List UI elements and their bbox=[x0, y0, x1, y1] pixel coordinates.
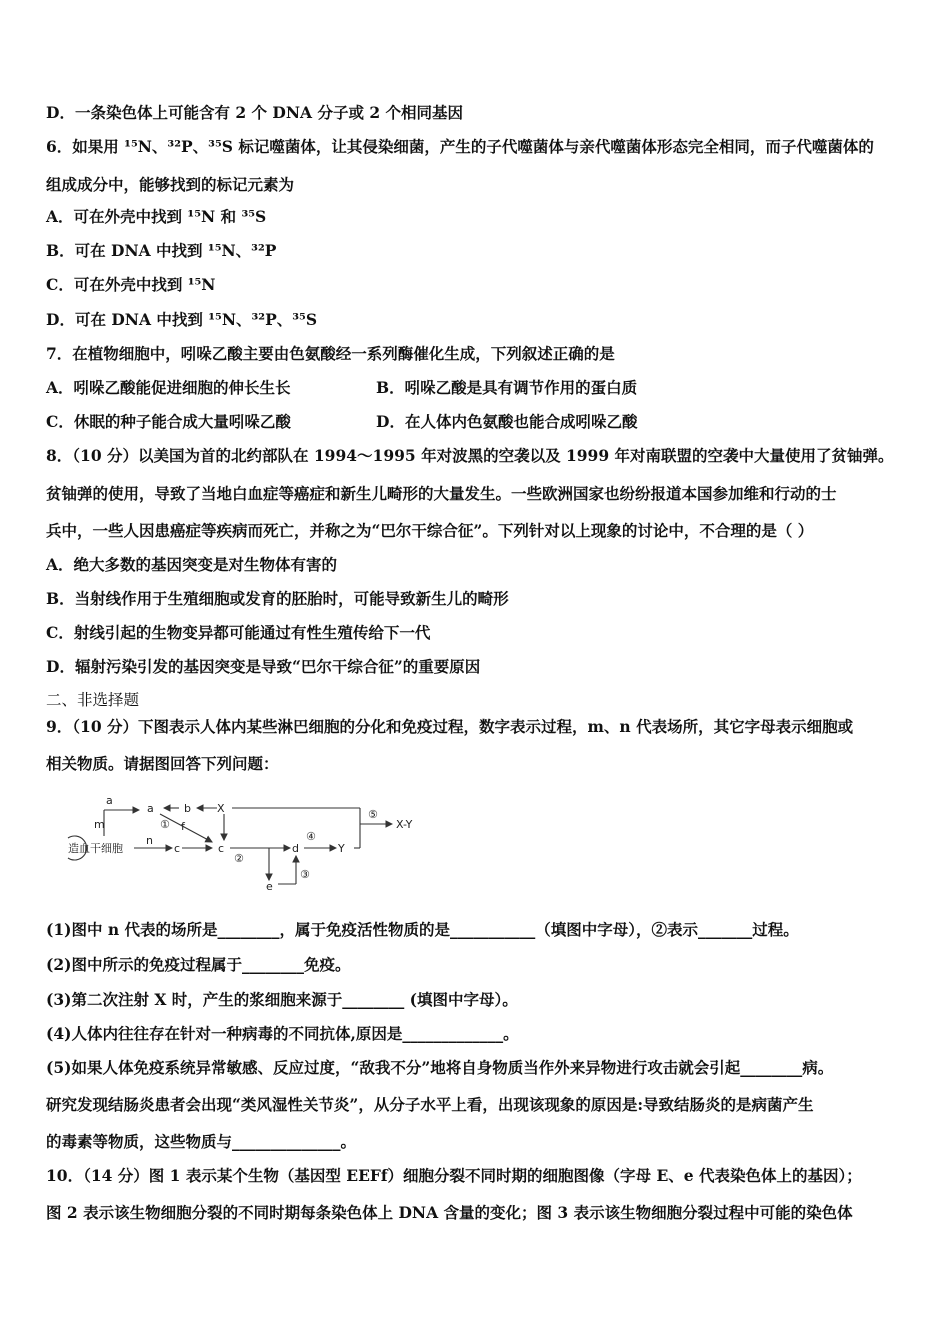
c2-label: c bbox=[218, 842, 225, 855]
q6-stem-line1: 6．如果用 ¹⁵N、³²P、³⁵S 标记噬菌体，让其侵染细菌，产生的子代噬菌体与亲代噬菌体形态完全相同，而子代噬菌体的 bbox=[46, 137, 874, 156]
q6-option-a: A．可在外壳中找到 ¹⁵N 和 ³⁵S bbox=[46, 207, 267, 226]
a2-label: a bbox=[147, 802, 154, 815]
q8-option-d: D．辐射污染引发的基因突变是导致“巴尔干综合征”的重要原因 bbox=[46, 657, 481, 676]
q8-option-a: A．绝大多数的基因突变是对生物体有害的 bbox=[46, 555, 338, 574]
n-label: n bbox=[146, 834, 153, 847]
q10-stem-line2: 图 2 表示该生物细胞分裂的不同时期每条染色体上 DNA 含量的变化；图 3 表示该生物细胞分裂过程中可能的染色体 bbox=[46, 1203, 853, 1222]
section-heading: 二、非选择题 bbox=[46, 691, 140, 709]
q9-sub1: (1)图中 n 代表的场所是________，属于免疫活性物质的是___________（填图中字母），②表示_______过程。 bbox=[46, 920, 799, 939]
q9-stem-line1: 9．（10 分）下图表示人体内某些淋巴细胞的分化和免疫过程，数字表示过程，m、n 代表场所，其它字母表示细胞或 bbox=[46, 717, 854, 736]
q7-option-b: B．吲哚乙酸是具有调节作用的蛋白质 bbox=[376, 378, 638, 397]
step2-label: ② bbox=[234, 852, 244, 865]
q8-stem-line1: 8．（10 分）以美国为首的北约部队在 1994～1995 年对波黑的空袭以及 1999 年对南联盟的空袭中大量使用了贫铀弹。 bbox=[46, 446, 894, 465]
q8-stem-line2: 贫铀弹的使用，导致了当地白血症等癌症和新生儿畸形的大量发生。一些欧洲国家也纷纷报道本国参加维和行动的士 bbox=[46, 484, 837, 503]
q7-option-a: A．吲哚乙酸能促进细胞的伸长生长 bbox=[46, 378, 291, 397]
x-label: X bbox=[217, 802, 225, 815]
q9-stem-line2: 相关物质。请据图回答下列问题： bbox=[46, 754, 279, 773]
step5-label: ⑤ bbox=[368, 808, 378, 821]
immune-process-diagram bbox=[54, 790, 434, 895]
q7-option-d: D．在人体内色氨酸也能合成吲哚乙酸 bbox=[376, 412, 638, 431]
e-label: e bbox=[266, 880, 273, 893]
q9-sub5-line1: (5)如果人体免疫系统异常敏感、反应过度，“敌我不分”地将自身物质当作外来异物进行攻击就会引起________病。 bbox=[46, 1058, 834, 1077]
q7-stem: 7．在植物细胞中，吲哚乙酸主要由色氨酸经一系列酶催化生成，下列叙述正确的是 bbox=[46, 344, 615, 363]
stem-cell-label: 造血干细胞 bbox=[68, 842, 123, 855]
m-label: m bbox=[94, 818, 105, 831]
d-label: d bbox=[292, 842, 299, 855]
q9-sub5-line2: 研究发现结肠炎患者会出现“类风湿性关节炎”，从分子水平上看，出现该现象的原因是:导致结肠炎的是病菌产生 bbox=[46, 1095, 814, 1114]
q7-option-c: C．休眠的种子能合成大量吲哚乙酸 bbox=[46, 412, 291, 431]
q5-option-d: D．一条染色体上可能含有 2 个 DNA 分子或 2 个相同基因 bbox=[46, 103, 464, 122]
step3-label: ③ bbox=[300, 868, 310, 881]
q9-sub5-line3: 的毒素等物质，这些物质与______________。 bbox=[46, 1132, 357, 1151]
b-label: b bbox=[184, 802, 191, 815]
a1-label: a bbox=[106, 794, 113, 807]
q8-stem-line3: 兵中，一些人因患癌症等疾病而死亡，并称之为“巴尔干综合征”。下列针对以上现象的讨论中，不合理的是（ ） bbox=[46, 521, 814, 540]
step1-label: ① bbox=[160, 818, 170, 831]
q6-stem-line2: 组成成分中，能够找到的标记元素为 bbox=[46, 175, 295, 194]
xy-label: X-Y bbox=[396, 818, 413, 831]
c1-label: c bbox=[174, 842, 181, 855]
q8-option-c: C．射线引起的生物变异都可能通过有性生殖传给下一代 bbox=[46, 623, 431, 642]
q6-option-c: C．可在外壳中找到 ¹⁵N bbox=[46, 275, 216, 294]
q6-option-d: D．可在 DNA 中找到 ¹⁵N、³²P、³⁵S bbox=[46, 310, 318, 329]
q10-stem-line1: 10．（14 分）图 1 表示某个生物（基因型 EEFf）细胞分裂不同时期的细胞图像（字母 E、e 代表染色体上的基因）； bbox=[46, 1166, 862, 1185]
q9-sub3: (3)第二次注射 X 时，产生的浆细胞来源于________ (填图中字母）。 bbox=[46, 990, 518, 1009]
q9-sub2: (2)图中所示的免疫过程属于________免疫。 bbox=[46, 955, 351, 974]
q9-sub4: (4)人体内往往存在针对一种病毒的不同抗体,原因是_____________。 bbox=[46, 1024, 519, 1043]
step4-label: ④ bbox=[306, 830, 316, 843]
y-label: Y bbox=[338, 842, 345, 855]
q8-option-b: B．当射线作用于生殖细胞或发育的胚胎时，可能导致新生儿的畸形 bbox=[46, 589, 509, 608]
q6-option-b: B．可在 DNA 中找到 ¹⁵N、³²P bbox=[46, 241, 277, 260]
f-label: f bbox=[181, 820, 185, 833]
